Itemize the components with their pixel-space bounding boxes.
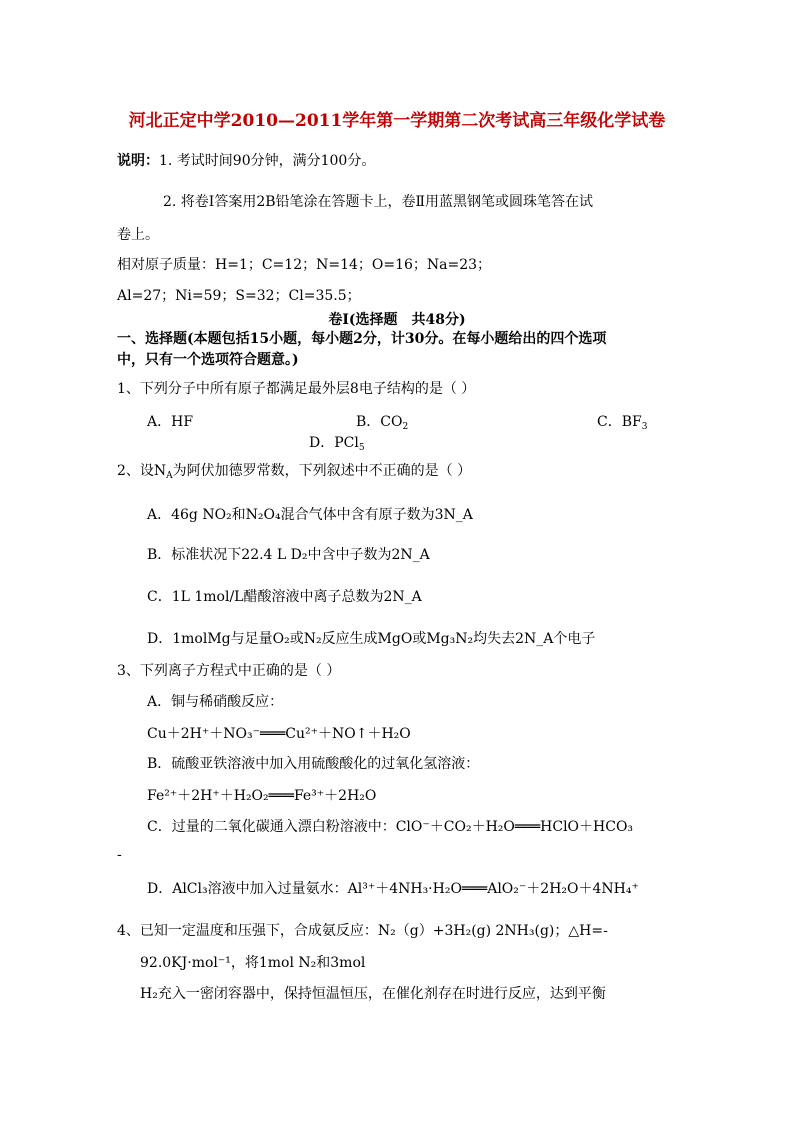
question-1-option-d: D．PCl$_5$ <box>309 435 365 453</box>
question-2-option-c: C．1L 1mol/L醋酸溶液中离子总数为2N_A <box>147 589 422 605</box>
question-3-option-c: C．过量的二氧化碳通入漂白粉溶液中：ClO⁻＋CO₂＋H₂O═══HClO＋HCO₃ <box>147 819 634 835</box>
instructions-label: 说明： <box>117 153 159 169</box>
part1-heading-line-2: 中，只有一个选项符合题意。) <box>117 352 299 368</box>
question-2-option-d: D．1molMg与足量O₂或N₂反应生成MgO或Mg₃N₂均失去2N_A个电子 <box>147 631 596 647</box>
instruction-1: 1. 考试时间90分钟，满分100分。 <box>159 153 376 169</box>
question-2-option-a: A．46g NO₂和N₂O₄混合气体中含有原子数为3N_A <box>147 507 473 523</box>
page-title: 河北正定中学2010—2011学年第一学期第二次考试高三年级化学试卷 <box>128 111 666 131</box>
part1-heading-line-1: 一、选择题(本题包括15小题，每小题2分，计30分。在每小题给出的四个选项 <box>117 331 607 347</box>
question-3-stem: 3、下列离子方程式中正确的是（ ） <box>117 663 341 679</box>
question-3-option-d: D．AlCl₃溶液中加入过量氨水：Al³⁺＋4NH₃·H₂O═══AlO₂⁻＋2H₂O＋4NH₄⁺ <box>147 881 639 897</box>
question-4-stem-line-2: 92.0KJ·mol⁻¹，将1mol N₂和3mol <box>140 955 366 971</box>
section-title: 卷Ⅰ(选择题 共48分) <box>328 312 466 328</box>
question-4-stem-line-3: H₂充入一密闭容器中，保持恒温恒压，在催化剂存在时进行反应，达到平衡 <box>140 986 606 1002</box>
question-2-option-b: B．标准状况下22.4 L D₂中含中子数为2N_A <box>147 547 430 563</box>
question-3-option-a-label: A．铜与稀硝酸反应： <box>147 694 284 710</box>
question-1-option-a: A．HF <box>147 414 194 430</box>
question-3-option-c-continuation: - <box>117 847 122 863</box>
question-2-stem: 2、设$N_A$为阿伏加德罗常数，下列叙述中不正确的是（ ） <box>117 463 472 481</box>
question-1-option-b: B．$CO_2$ <box>356 414 409 432</box>
instructions-line-1 <box>117 152 375 170</box>
question-1-stem: 1、下列分子中所有原子都满足最外层8电子结构的是（ ） <box>117 381 476 397</box>
question-3-option-b-equation: Fe²⁺＋2H⁺＋H₂O₂═══Fe³⁺＋2H₂O <box>147 788 377 804</box>
instruction-2-line-2: 卷上。 <box>117 227 159 243</box>
atomic-mass-line-1: 相对原子质量：H=1；C=12；N=14；O=16；Na=23； <box>117 257 492 273</box>
question-3-option-b-label: B．硫酸亚铁溶液中加入用硫酸酸化的过氧化氢溶液： <box>147 756 480 772</box>
instruction-2-line-1: 2. 将卷Ⅰ答案用2B铅笔涂在答题卡上，卷Ⅱ用蓝黑钢笔或圆珠笔答在试 <box>163 194 594 210</box>
atomic-mass-line-2: Al=27；Ni=59；S=32；Cl=35.5； <box>117 288 361 304</box>
question-1-option-c: C．$BF_3$ <box>597 414 648 432</box>
question-3-option-a-equation: Cu＋2H⁺＋NO₃⁻═══Cu²⁺＋NO↑＋H₂O <box>147 726 411 742</box>
question-4-stem-line-1: 4、已知一定温度和压强下，合成氨反应：N₂（g）+3H₂(g) 2NH₃(g)；△H=- <box>117 923 608 939</box>
